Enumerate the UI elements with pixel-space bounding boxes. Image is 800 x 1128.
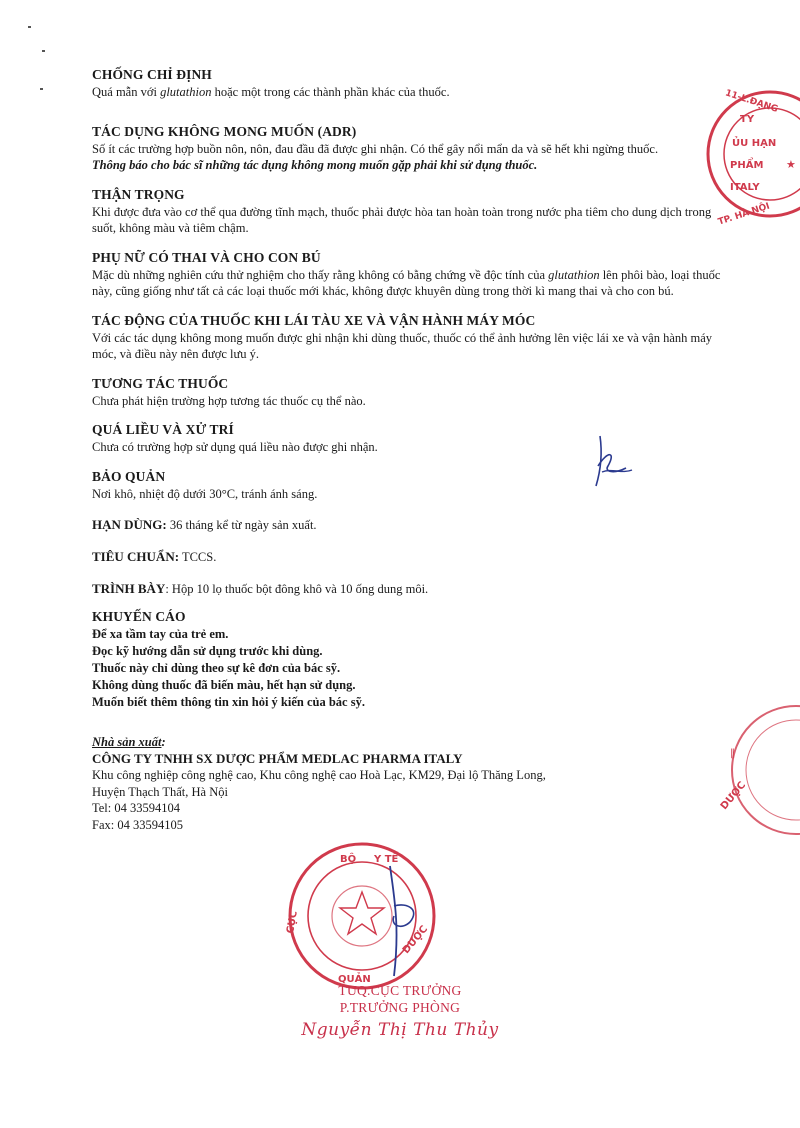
section-heading: TƯƠNG TÁC THUỐC xyxy=(92,375,229,391)
approval-block xyxy=(300,982,500,1040)
stamp-text: QUẢN xyxy=(338,974,371,985)
stamp-star-icon: ★ xyxy=(786,158,796,171)
ministry-stamp-image xyxy=(282,836,442,996)
manufacturer-label: Nhà sản xuất xyxy=(92,735,162,749)
warning-line: Để xa tầm tay của trẻ em. xyxy=(92,627,229,641)
shelf-life-line xyxy=(92,516,732,534)
warning-line: Không dùng thuốc đã biến màu, hết hạn sử dụng. xyxy=(92,678,356,692)
presentation-value: : Hộp 10 lọ thuốc bột đông khô và 10 ống dung môi. xyxy=(165,582,429,596)
section-heading: QUÁ LIỀU VÀ XỬ TRÍ xyxy=(92,422,234,437)
section-text: Số ít các trường hợp buồn nôn, nôn, đau đầu đã được ghi nhận. Có thể gây nổi mẩn da và sẽ hết khi ngừng thuốc. xyxy=(92,141,659,156)
company-stamp-image xyxy=(700,78,800,228)
manufacturer-fax: Fax: 04 33594105 xyxy=(92,817,183,832)
section-manufacturer xyxy=(92,733,732,833)
section-heading: CHỐNG CHỈ ĐỊNH xyxy=(92,67,212,82)
stamp-text: BỘ xyxy=(340,854,357,865)
section-heading: KHUYẾN CÁO xyxy=(92,609,186,624)
section-heading: PHỤ NỮ CÓ THAI VÀ CHO CON BÚ xyxy=(92,249,321,265)
manufacturer-tel: Tel: 04 33594104 xyxy=(92,801,181,815)
stamp-text: TP. HÀ NỘI xyxy=(716,201,772,228)
warning-line: Đọc kỹ hướng dẫn sử dụng trước khi dùng. xyxy=(92,644,323,658)
drug-name: glutathion xyxy=(548,267,600,282)
presentation-line xyxy=(92,580,732,598)
scan-speck xyxy=(40,88,43,90)
section-text: Chưa có trường hợp sử dụng quá liều nào được ghi nhận. xyxy=(92,440,378,454)
standard-label: TIÊU CHUẨN: xyxy=(92,549,180,564)
manufacturer-label-line xyxy=(92,733,732,751)
section-text: Nơi khô, nhiệt độ dưới 30°C, tránh ánh sáng. xyxy=(92,486,318,501)
scan-speck xyxy=(28,26,31,28)
stamp-text: ỦU HẠN xyxy=(732,138,777,149)
section-warnings xyxy=(92,608,732,711)
text-fragment: lên phôi bào, loại thuốc này, cũng giống như tất cả các loại thuốc mới khác, không được khuyên dùng trong thời kì mang thai và cho con bú. xyxy=(92,267,721,298)
section-pregnancy xyxy=(92,249,732,300)
emblem-star-icon xyxy=(340,892,384,934)
manufacturer-address: Khu công nghiệp công nghệ cao, Khu công nghệ cao Hoà Lạc, KM29, Đại lộ Thăng Long, xyxy=(92,768,546,782)
section-interactions xyxy=(92,375,732,410)
manufacturer-name: CÔNG TY TNHH SX DƯỢC PHẨM MEDLAC PHARMA ITALY xyxy=(92,751,463,766)
warning-line: Muốn biết thêm thông tin xin hỏi ý kiến của bác sỹ. xyxy=(92,695,365,709)
signer-name: Nguyễn Thị Thu Thủy xyxy=(301,1020,499,1040)
adr-notice: Thông báo cho bác sĩ những tác dụng không mong muốn gặp phải khi sử dụng thuốc. xyxy=(92,158,538,172)
side-stamp-image xyxy=(700,700,800,840)
initial-signature-image xyxy=(582,432,642,492)
stamp-text: DƯỢC xyxy=(400,923,431,957)
standard-line xyxy=(92,548,732,566)
section-adr xyxy=(92,123,732,174)
section-text: Khi được đưa vào cơ thể qua đường tĩnh mạch, thuốc phải được hòa tan hoàn toàn trong nước pha tiêm cho dung dịch trong suốt, không màu và tiêm chậm. xyxy=(92,204,712,235)
section-text: Với các tác dụng không mong muốn được ghi nhận khi dùng thuốc, thuốc có thể ảnh hưởng lên việc lái xe và vận hành máy móc, và điều này nên được lưu ý. xyxy=(92,330,713,361)
approval-title: TUQ.CỤC TRƯỞNG xyxy=(338,983,462,998)
scan-speck xyxy=(42,50,45,52)
shelf-life-value: 36 tháng kể từ ngày sản xuất. xyxy=(166,518,317,532)
section-heading: TÁC DỤNG KHÔNG MONG MUỐN (ADR) xyxy=(92,123,357,139)
manufacturer-colon: : xyxy=(161,735,166,749)
section-heading: TÁC ĐỘNG CỦA THUỐC KHI LÁI TÀU XE VÀ VẬN HÀNH MÁY MÓC xyxy=(92,312,536,328)
stamp-text: Y TẾ xyxy=(374,854,399,865)
text-fragment: Quá mẫn với xyxy=(92,85,161,99)
approval-subtitle: P.TRƯỞNG PHÒNG xyxy=(339,1000,461,1015)
stamp-text: DƯỢC xyxy=(718,779,749,813)
stamp-text: CỤC xyxy=(285,910,300,935)
warning-line: Thuốc này chỉ dùng theo sự kê đơn của bác sỹ. xyxy=(92,661,341,675)
section-text xyxy=(92,84,732,101)
text-fragment: Mặc dù những nghiên cứu thử nghiệm cho thấy rằng không có bằng chứng về độc tính của xyxy=(92,267,549,282)
section-text: Chưa phát hiện trường hợp tương tác thuốc cụ thể nào. xyxy=(92,393,366,408)
section-contraindications xyxy=(92,66,732,101)
drug-name: glutathion xyxy=(160,85,212,99)
manufacturer-address: Huyện Thạch Thất, Hà Nội xyxy=(92,784,228,799)
stamp-text: 11-L.ĐẠNG xyxy=(723,88,780,115)
text-fragment: hoặc một trong các thành phần khác của thuốc. xyxy=(211,85,450,99)
section-driving xyxy=(92,312,732,363)
standard-value: TCCS. xyxy=(179,550,217,564)
stamp-text: TY xyxy=(740,114,755,125)
stamp-text: PHẨM xyxy=(730,160,764,171)
section-precautions xyxy=(92,186,732,237)
section-heading: BẢO QUẢN xyxy=(92,468,166,484)
stamp-text: ‖ xyxy=(730,748,735,759)
section-heading: THẬN TRỌNG xyxy=(92,186,185,202)
section-text xyxy=(92,267,732,300)
presentation-label: TRÌNH BÀY xyxy=(92,581,166,596)
shelf-life-label: HẠN DÙNG: xyxy=(92,517,167,532)
stamp-text: ITALY xyxy=(730,182,760,193)
